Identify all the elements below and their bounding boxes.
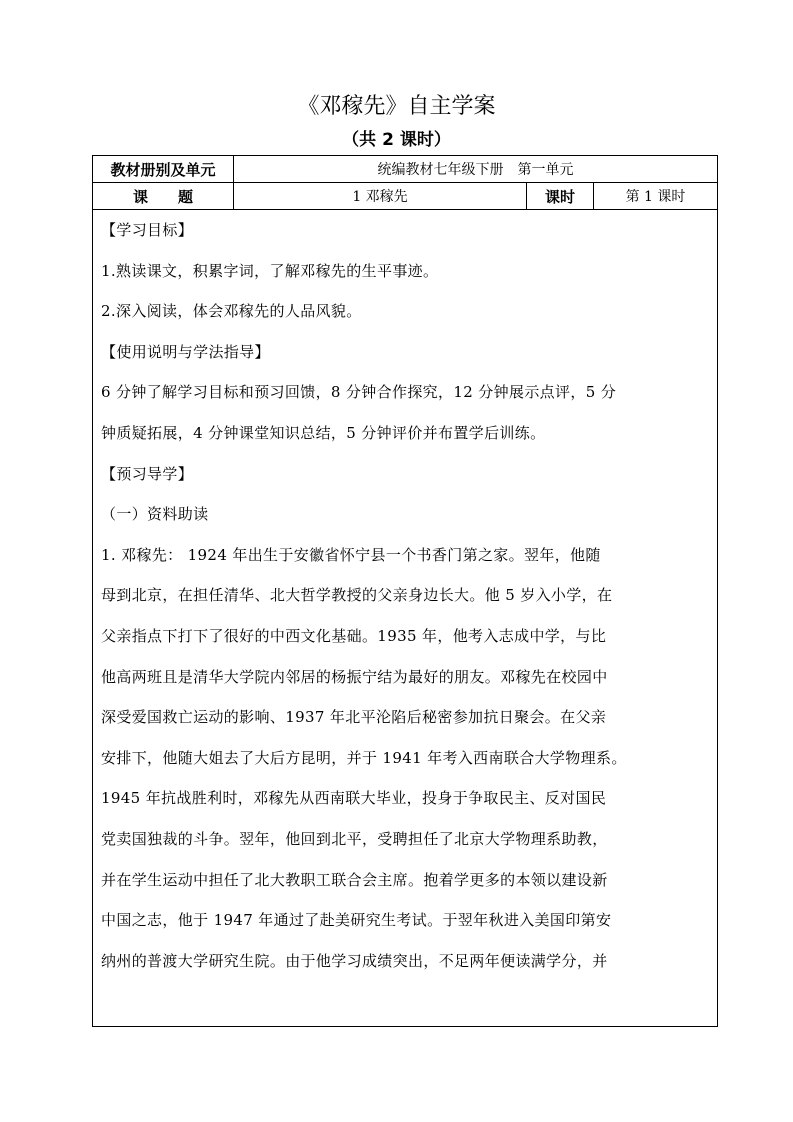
topic-value: 1 邓稼先 [234, 183, 527, 210]
paragraph-line-4: 他高两班且是清华大学院内邻居的杨振宁结为最好的朋友。邓稼先在校园中 [101, 667, 608, 686]
body-content [93, 210, 718, 1027]
header-row-topic [93, 183, 718, 210]
subsection-heading-materials: （一）资料助读 [101, 505, 209, 524]
paragraph-line-1: 1. 邓稼先： 1924 年出生于安徽省怀宁县一个书香门第之家。翌年，他随 [101, 545, 601, 564]
textbook-unit-value: 统编教材七年级下册 第一单元 [234, 156, 718, 183]
document-title: 《邓稼先》自主学案 [297, 94, 496, 119]
paragraph-line-8: 党卖国独裁的斗争。翌年，他回到北平，受聘担任了北京大学物理系助教， [101, 829, 608, 848]
section-heading-instructions: 【使用说明与学法指导】 [101, 342, 270, 361]
paragraph-line-9: 并在学生运动中担任了北大教职工联合会主席。抱着学更多的本领以建设新 [101, 870, 608, 889]
topic-label: 课 题 [93, 183, 234, 210]
lesson-hours-label: 课时 [527, 183, 594, 210]
paragraph-line-7: 1945 年抗战胜利时，邓稼先从西南联大毕业，投身于争取民主、反对国民 [101, 789, 607, 808]
section-heading-preview: 【预习导学】 [101, 464, 194, 483]
paragraph-line-10: 中国之志，他于 1947 年通过了赴美研究生考试。于翌年秋进入美国印第安 [101, 911, 612, 930]
paragraph-line-11: 纳州的普渡大学研究生院。由于他学习成绩突出，不足两年便读满学分，并 [101, 951, 608, 970]
paragraph-line-6: 安排下，他随大姐去了大后方昆明，并于 1941 年考入西南联合大学物理系。 [101, 748, 627, 767]
objective-line-2: 2.深入阅读，体会邓稼先的人品风貌。 [101, 302, 362, 321]
instructions-line-1: 6 分钟了解学习目标和预习回馈，8 分钟合作探究，12 分钟展示点评，5 分 [101, 383, 617, 402]
paragraph-line-3: 父亲指点下打下了很好的中西文化基础。1935 年，他考入志成中学，与比 [101, 626, 607, 645]
lesson-hours-value: 第 1 课时 [594, 183, 718, 210]
lesson-plan-table [92, 155, 718, 1027]
body-row [93, 210, 718, 1027]
textbook-unit-label: 教材册别及单元 [93, 156, 234, 183]
objective-line-1: 1.熟读课文，积累字词，了解邓稼先的生平事迹。 [101, 261, 439, 280]
document-subtitle: （共 2 课时） [342, 130, 451, 150]
paragraph-line-2: 母到北京，在担任清华、北大哲学教授的父亲身边长大。他 5 岁入小学，在 [101, 586, 613, 605]
header-row-textbook [93, 156, 718, 183]
paragraph-line-5: 深受爱国救亡运动的影响、1937 年北平沦陷后秘密参加抗日聚会。在父亲 [101, 708, 607, 727]
instructions-line-2: 钟质疑拓展，4 分钟课堂知识总结，5 分钟评价并布置学后训练。 [101, 423, 546, 442]
section-heading-objectives: 【学习目标】 [101, 221, 194, 239]
